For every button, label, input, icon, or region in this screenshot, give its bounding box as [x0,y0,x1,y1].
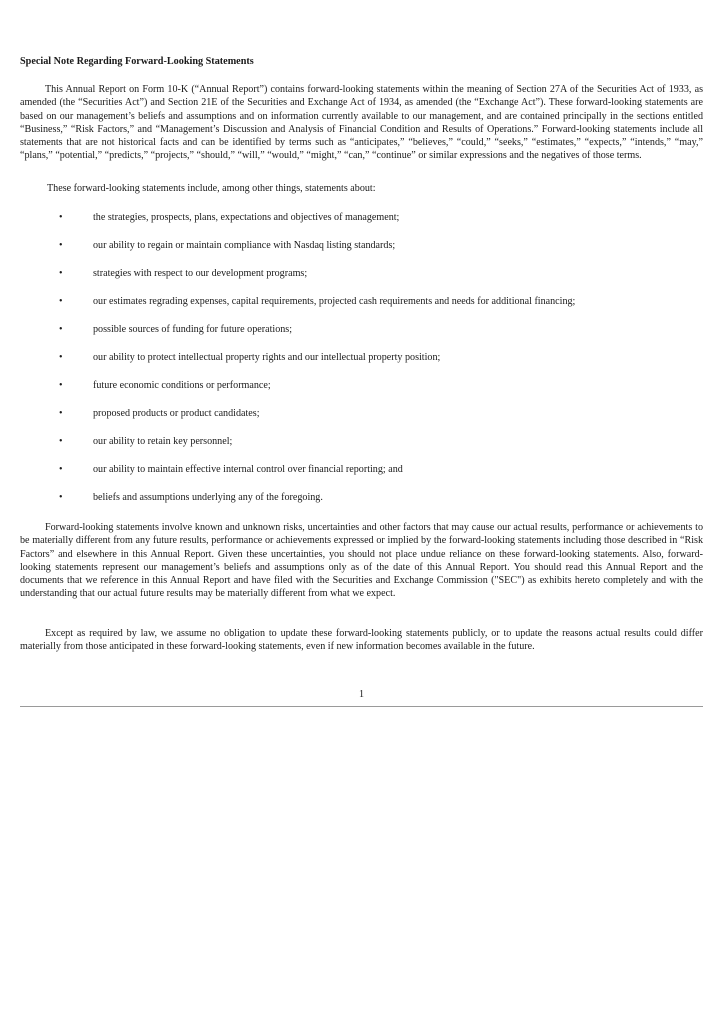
bullet-icon: • [59,380,63,391]
list-item-text: beliefs and assumptions underlying any of the foregoing. [93,492,323,503]
bullet-icon: • [59,436,63,447]
statement-list [20,211,703,519]
bullet-icon: • [59,212,63,223]
list-item-text: our ability to retain key personnel; [93,436,233,447]
bullet-icon: • [59,324,63,335]
bullet-icon: • [59,268,63,279]
list-item [20,295,703,323]
list-item [20,211,703,239]
list-item-text: the strategies, prospects, plans, expectations and objectives of management; [93,212,400,223]
list-intro: These forward-looking statements include, among other things, statements about: [47,183,376,194]
list-item-text: our ability to protect intellectual property rights and our intellectual property position; [93,352,441,363]
bullet-icon: • [59,408,63,419]
list-item-text: our ability to maintain effective internal control over financial reporting; and [93,464,403,475]
risk-paragraph: Forward-looking statements involve known and unknown risks, uncertainties and other factors that may cause our actual results, performance or achievements to be materially different from any future results, performance or achievements expressed or implied by the forward-looking statements including those described in “Risk Factors” and elsewhere in this Annual Report. Given these uncertainties, you should not place undue reliance on these forward-looking statements. Also, forward-looking statements represent our management’s beliefs and assumptions only as of the date of this Annual Report. You should read this Annual Report and the documents that we reference in this Annual Report and have filed with the Securities and Exchange Commission ("SEC") as exhibits hereto completely and with the understanding that our actual future results may be materially different from what we expect. [20,522,703,600]
page-divider [20,706,703,707]
bullet-icon: • [59,296,63,307]
section-heading: Special Note Regarding Forward-Looking Statements [20,56,254,67]
intro-paragraph: This Annual Report on Form 10-K (“Annual Report”) contains forward-looking statements within the meaning of Section 27A of the Securities Act of 1933, as amended (the “Securities Act”) and Section 21E of the Securities and Exchange Act of 1934, as amended (the “Exchange Act”). These forward-looking statements are based on our management’s beliefs and assumptions and on information currently available to our management, and are contained principally in the sections entitled “Business,” “Risk Factors,” and “Management’s Discussion and Analysis of Financial Condition and Results of Operations.” Forward-looking statements include all statements that are not historical facts and can be identified by terms such as “anticipates,” “believes,” “could,” “seeks,” “estimates,” “expects,” “intends,” “may,” “plans,” “potential,” “predicts,” “projects,” “should,” “will,” “would,” “might,” “can,” “continue” or similar expressions and the negatives of those terms. [20,84,703,162]
list-item [20,407,703,435]
list-item [20,323,703,351]
list-item-text: possible sources of funding for future operations; [93,324,293,335]
bullet-icon: • [59,492,63,503]
list-item [20,463,703,491]
list-item-text: future economic conditions or performance; [93,380,271,391]
list-item-text: our ability to regain or maintain compliance with Nasdaq listing standards; [93,240,396,251]
bullet-icon: • [59,352,63,363]
list-item [20,491,703,519]
list-item-text: proposed products or product candidates; [93,408,260,419]
no-obligation-paragraph: Except as required by law, we assume no obligation to update these forward-looking statements publicly, or to update the reasons actual results could differ materially from those anticipated in these forward-looking statements, even if new information becomes available in the future. [20,628,703,653]
list-item [20,239,703,267]
list-item [20,379,703,407]
list-item [20,351,703,379]
list-item-text: our estimates regrading expenses, capital requirements, projected cash requirements and needs for additional financing; [93,296,576,307]
bullet-icon: • [59,464,63,475]
list-item-text: strategies with respect to our development programs; [93,268,308,279]
list-item [20,267,703,295]
page-number: 1 [358,689,365,700]
bullet-icon: • [59,240,63,251]
list-item [20,435,703,463]
